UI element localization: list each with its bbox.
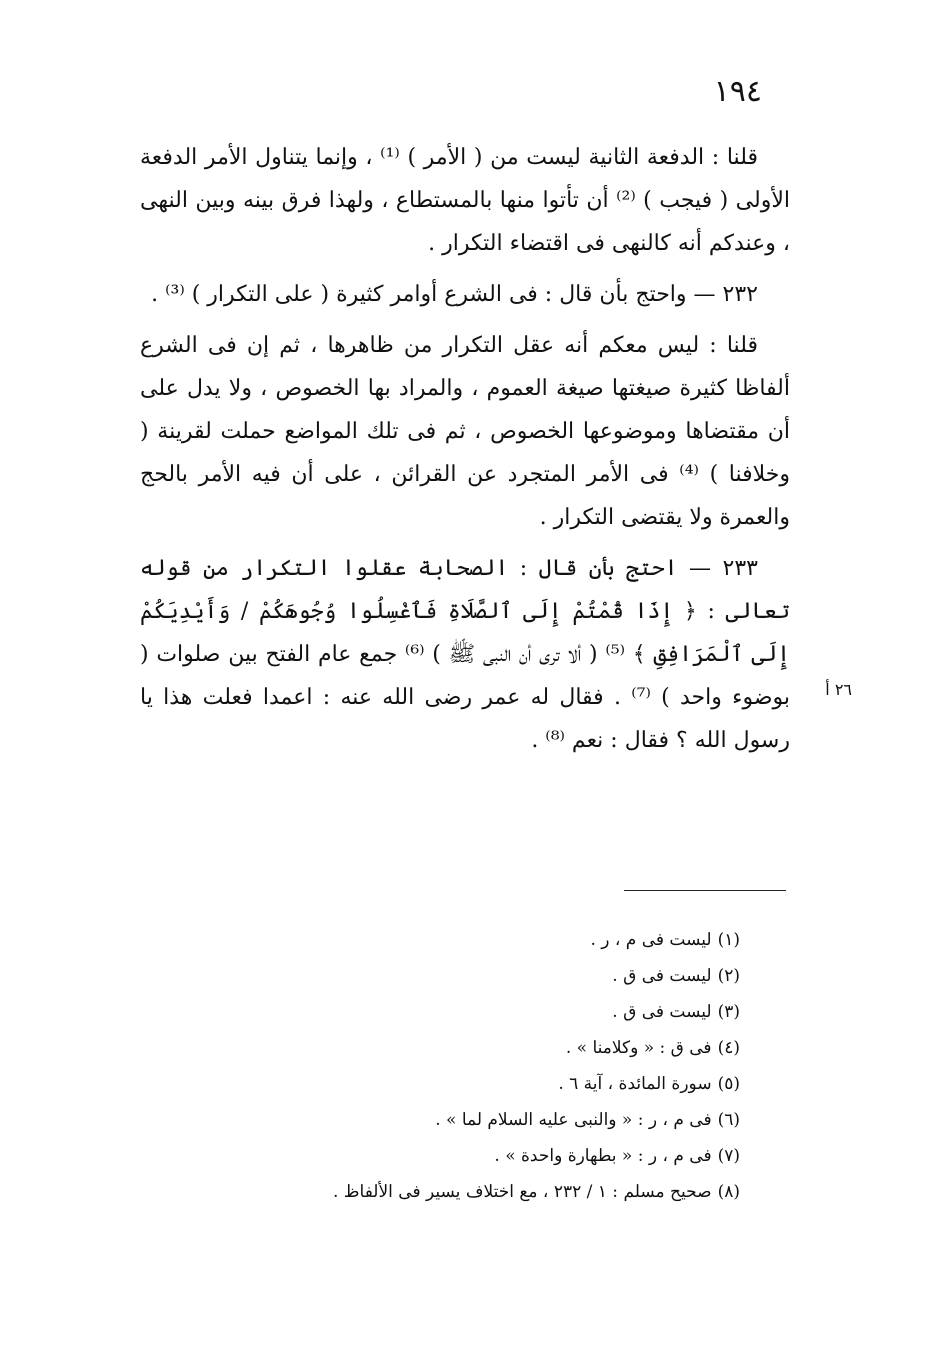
footnote bbox=[180, 1102, 740, 1138]
footnotes-list bbox=[180, 922, 740, 1210]
footnote-number: (٨) bbox=[717, 1182, 740, 1202]
footnote-text: ليست فى م ، ر . bbox=[590, 930, 712, 950]
footnote-text: ليست فى ق . bbox=[612, 966, 712, 986]
footnote-number: (٢) bbox=[717, 966, 740, 986]
footnote bbox=[180, 1138, 740, 1174]
paragraph: قلنا : ليس معكم أنه عقل التكرار من ظاهرها ، ثم إن فى الشرع ألفاظا كثيرة صيغتها صيغة العموم ، والمراد بها الخصوص ، ولا يدل على أن مقتضاها وموضوعها الخصوص ، ثم فى تلك المواضع حملت لقرينة ( وخلافنا ) ⁽⁴⁾ فى الأمر المتجرد عن القرائن ، على أن فيه الأمر بالحج والعمرة ولا يقتضى التكرار . bbox=[140, 333, 791, 530]
paragraph: قلنا : الدفعة الثانية ليست من ( الأمر ) ⁽¹⁾ ، وإنما يتناول الأمر الدفعة الأولى ( فيجب ) ⁽²⁾ أن تأتوا منها بالمستطاع ، ولهذا فرق بينه وبين النهى ، وعندكم أنه كالنهى فى اقتضاء التكرار . bbox=[140, 145, 790, 256]
footnote-number: (٥) bbox=[717, 1074, 740, 1094]
footnote bbox=[180, 1030, 740, 1066]
footnote-text: صحيح مسلم : ١ / ٢٣٢ ، مع اختلاف يسير فى الألفاظ . bbox=[333, 1182, 712, 1202]
footnote bbox=[180, 922, 740, 958]
paragraph-section-232: ٢٣٢ — واحتج بأن قال : فى الشرع أوامر كثيرة ( على التكرار ) ⁽³⁾ . bbox=[151, 282, 758, 307]
margin-folio-note: ٢٦ أ bbox=[825, 680, 852, 699]
footnote-number: (١) bbox=[717, 930, 740, 950]
footnote bbox=[180, 958, 740, 994]
footnote-divider bbox=[624, 890, 786, 891]
footnote-text: فى م ، ر : « بطهارة واحدة » . bbox=[494, 1146, 712, 1166]
footnote-number: (٧) bbox=[717, 1146, 740, 1166]
footnote-number: (٤) bbox=[717, 1038, 740, 1058]
footnote-text: سورة المائدة ، آية ٦ . bbox=[558, 1074, 712, 1094]
footnote-text: فى م ، ر : « والنبى عليه السلام لما » . bbox=[435, 1110, 712, 1130]
footnote bbox=[180, 1174, 740, 1210]
main-text bbox=[140, 136, 790, 770]
footnote bbox=[180, 1066, 740, 1102]
footnote-text: فى ق : « وكلامنا » . bbox=[565, 1038, 712, 1058]
footnote-text: ليست فى ق . bbox=[612, 1002, 712, 1022]
paragraph-section-233: ٢٣٣ — احتج بأن قال : الصحابة عقلوا التكرار من قوله تعالى : ﴿ إِذَا قُمْتُمْ إِلَى ٱلصَّلَاةِ فَٱغْسِلُوا وُجُوهَكُمْ / وَأَيْدِيَكُمْ إِلَى ٱلْمَرَافِقِ ﴾ ⁽⁵⁾ ( ألا ترى أن النبى ﷺ ) ⁽⁶⁾ جمع عام الفتح بين صلوات ( بوضوء واحد ) ⁽⁷⁾ . فقال له عمر رضى الله عنه : اعمدا فعلت هذا يا رسول الله ؟ فقال : نعم ⁽⁸⁾ . bbox=[140, 556, 790, 753]
footnote-number: (٣) bbox=[717, 1002, 740, 1022]
footnote-number: (٦) bbox=[717, 1110, 740, 1130]
page-number: ١٩٤ bbox=[713, 74, 762, 109]
footnote bbox=[180, 994, 740, 1030]
